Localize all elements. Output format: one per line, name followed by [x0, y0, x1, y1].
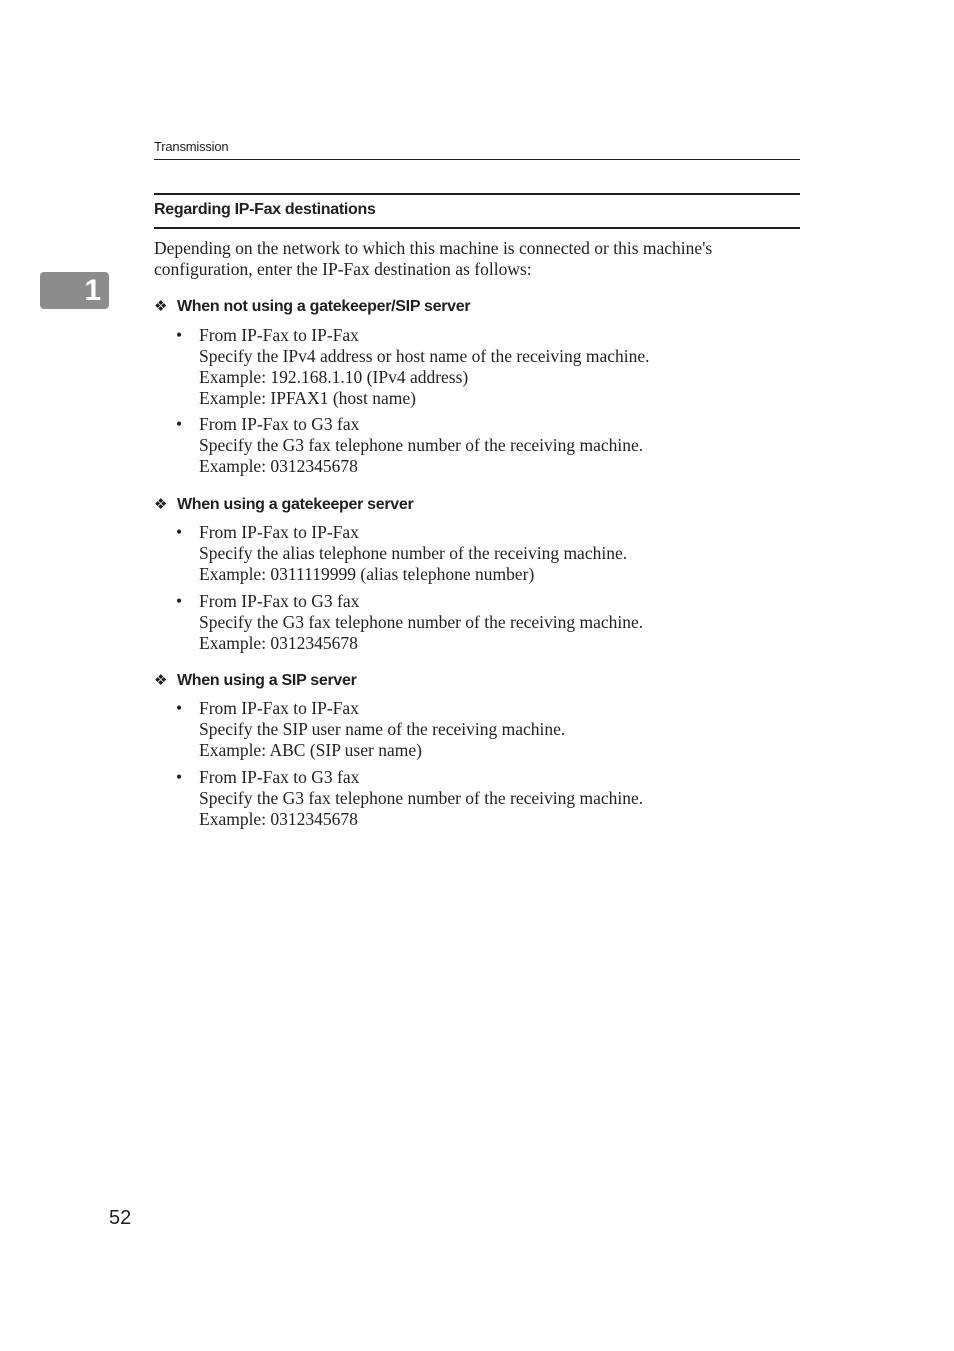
item-example: Example: 0312345678: [199, 809, 358, 829]
diamond-ornament-icon: ❖: [154, 496, 168, 513]
running-head: Transmission: [154, 139, 229, 154]
subheading: [154, 297, 470, 316]
intro-line: configuration, enter the IP-Fax destination as follows:: [154, 259, 532, 279]
list-item: [176, 522, 627, 585]
item-title: From IP-Fax to G3 fax: [199, 414, 360, 434]
item-description: Specify the IPv4 address or host name of the receiving machine.: [199, 346, 650, 366]
list-item: [176, 591, 643, 654]
item-example: Example: 0311119999 (alias telephone number): [199, 564, 535, 584]
diamond-ornament-icon: ❖: [154, 672, 168, 689]
diamond-ornament-icon: ❖: [154, 298, 168, 315]
item-title: From IP-Fax to IP-Fax: [199, 698, 359, 718]
item-title: From IP-Fax to IP-Fax: [199, 325, 359, 345]
bullet-icon: •: [176, 522, 183, 542]
subheading-text: When using a SIP server: [177, 672, 357, 689]
list-item: [176, 698, 565, 761]
item-description: Specify the G3 fax telephone number of the receiving machine.: [199, 612, 644, 632]
list-item: [176, 414, 643, 477]
list-item: [176, 767, 643, 830]
section-rule-top: [154, 193, 800, 195]
item-title: From IP-Fax to IP-Fax: [199, 522, 359, 542]
item-example: Example: 0312345678: [199, 456, 358, 476]
chapter-tab: 1: [40, 272, 109, 309]
bullet-icon: •: [176, 767, 183, 787]
bullet-icon: •: [176, 591, 183, 611]
item-description: Specify the G3 fax telephone number of the receiving machine.: [199, 788, 644, 808]
item-title: From IP-Fax to G3 fax: [199, 591, 360, 611]
subheading: [154, 671, 357, 690]
section-rule-bottom: [154, 227, 800, 229]
page-number: 52: [109, 1207, 132, 1229]
item-example: Example: 0312345678: [199, 633, 358, 653]
subheading-text: When using a gatekeeper server: [177, 496, 414, 513]
subheading: [154, 495, 413, 514]
bullet-icon: •: [176, 325, 183, 345]
list-item: [176, 325, 650, 409]
subheading-text: When not using a gatekeeper/SIP server: [177, 298, 471, 315]
item-example: Example: IPFAX1 (host name): [199, 388, 416, 408]
item-example: Example: ABC (SIP user name): [199, 740, 422, 760]
item-description: Specify the SIP user name of the receiving machine.: [199, 719, 566, 739]
intro-line: Depending on the network to which this machine is connected or this machine's: [154, 238, 713, 258]
section-title: Regarding IP-Fax destinations: [154, 201, 376, 218]
bullet-icon: •: [176, 698, 183, 718]
item-description: Specify the alias telephone number of the receiving machine.: [199, 543, 628, 563]
item-title: From IP-Fax to G3 fax: [199, 767, 360, 787]
item-description: Specify the G3 fax telephone number of the receiving machine.: [199, 435, 644, 455]
item-example: Example: 192.168.1.10 (IPv4 address): [199, 367, 469, 387]
header-rule: [154, 159, 800, 160]
intro-paragraph: [154, 238, 814, 280]
bullet-icon: •: [176, 414, 183, 434]
